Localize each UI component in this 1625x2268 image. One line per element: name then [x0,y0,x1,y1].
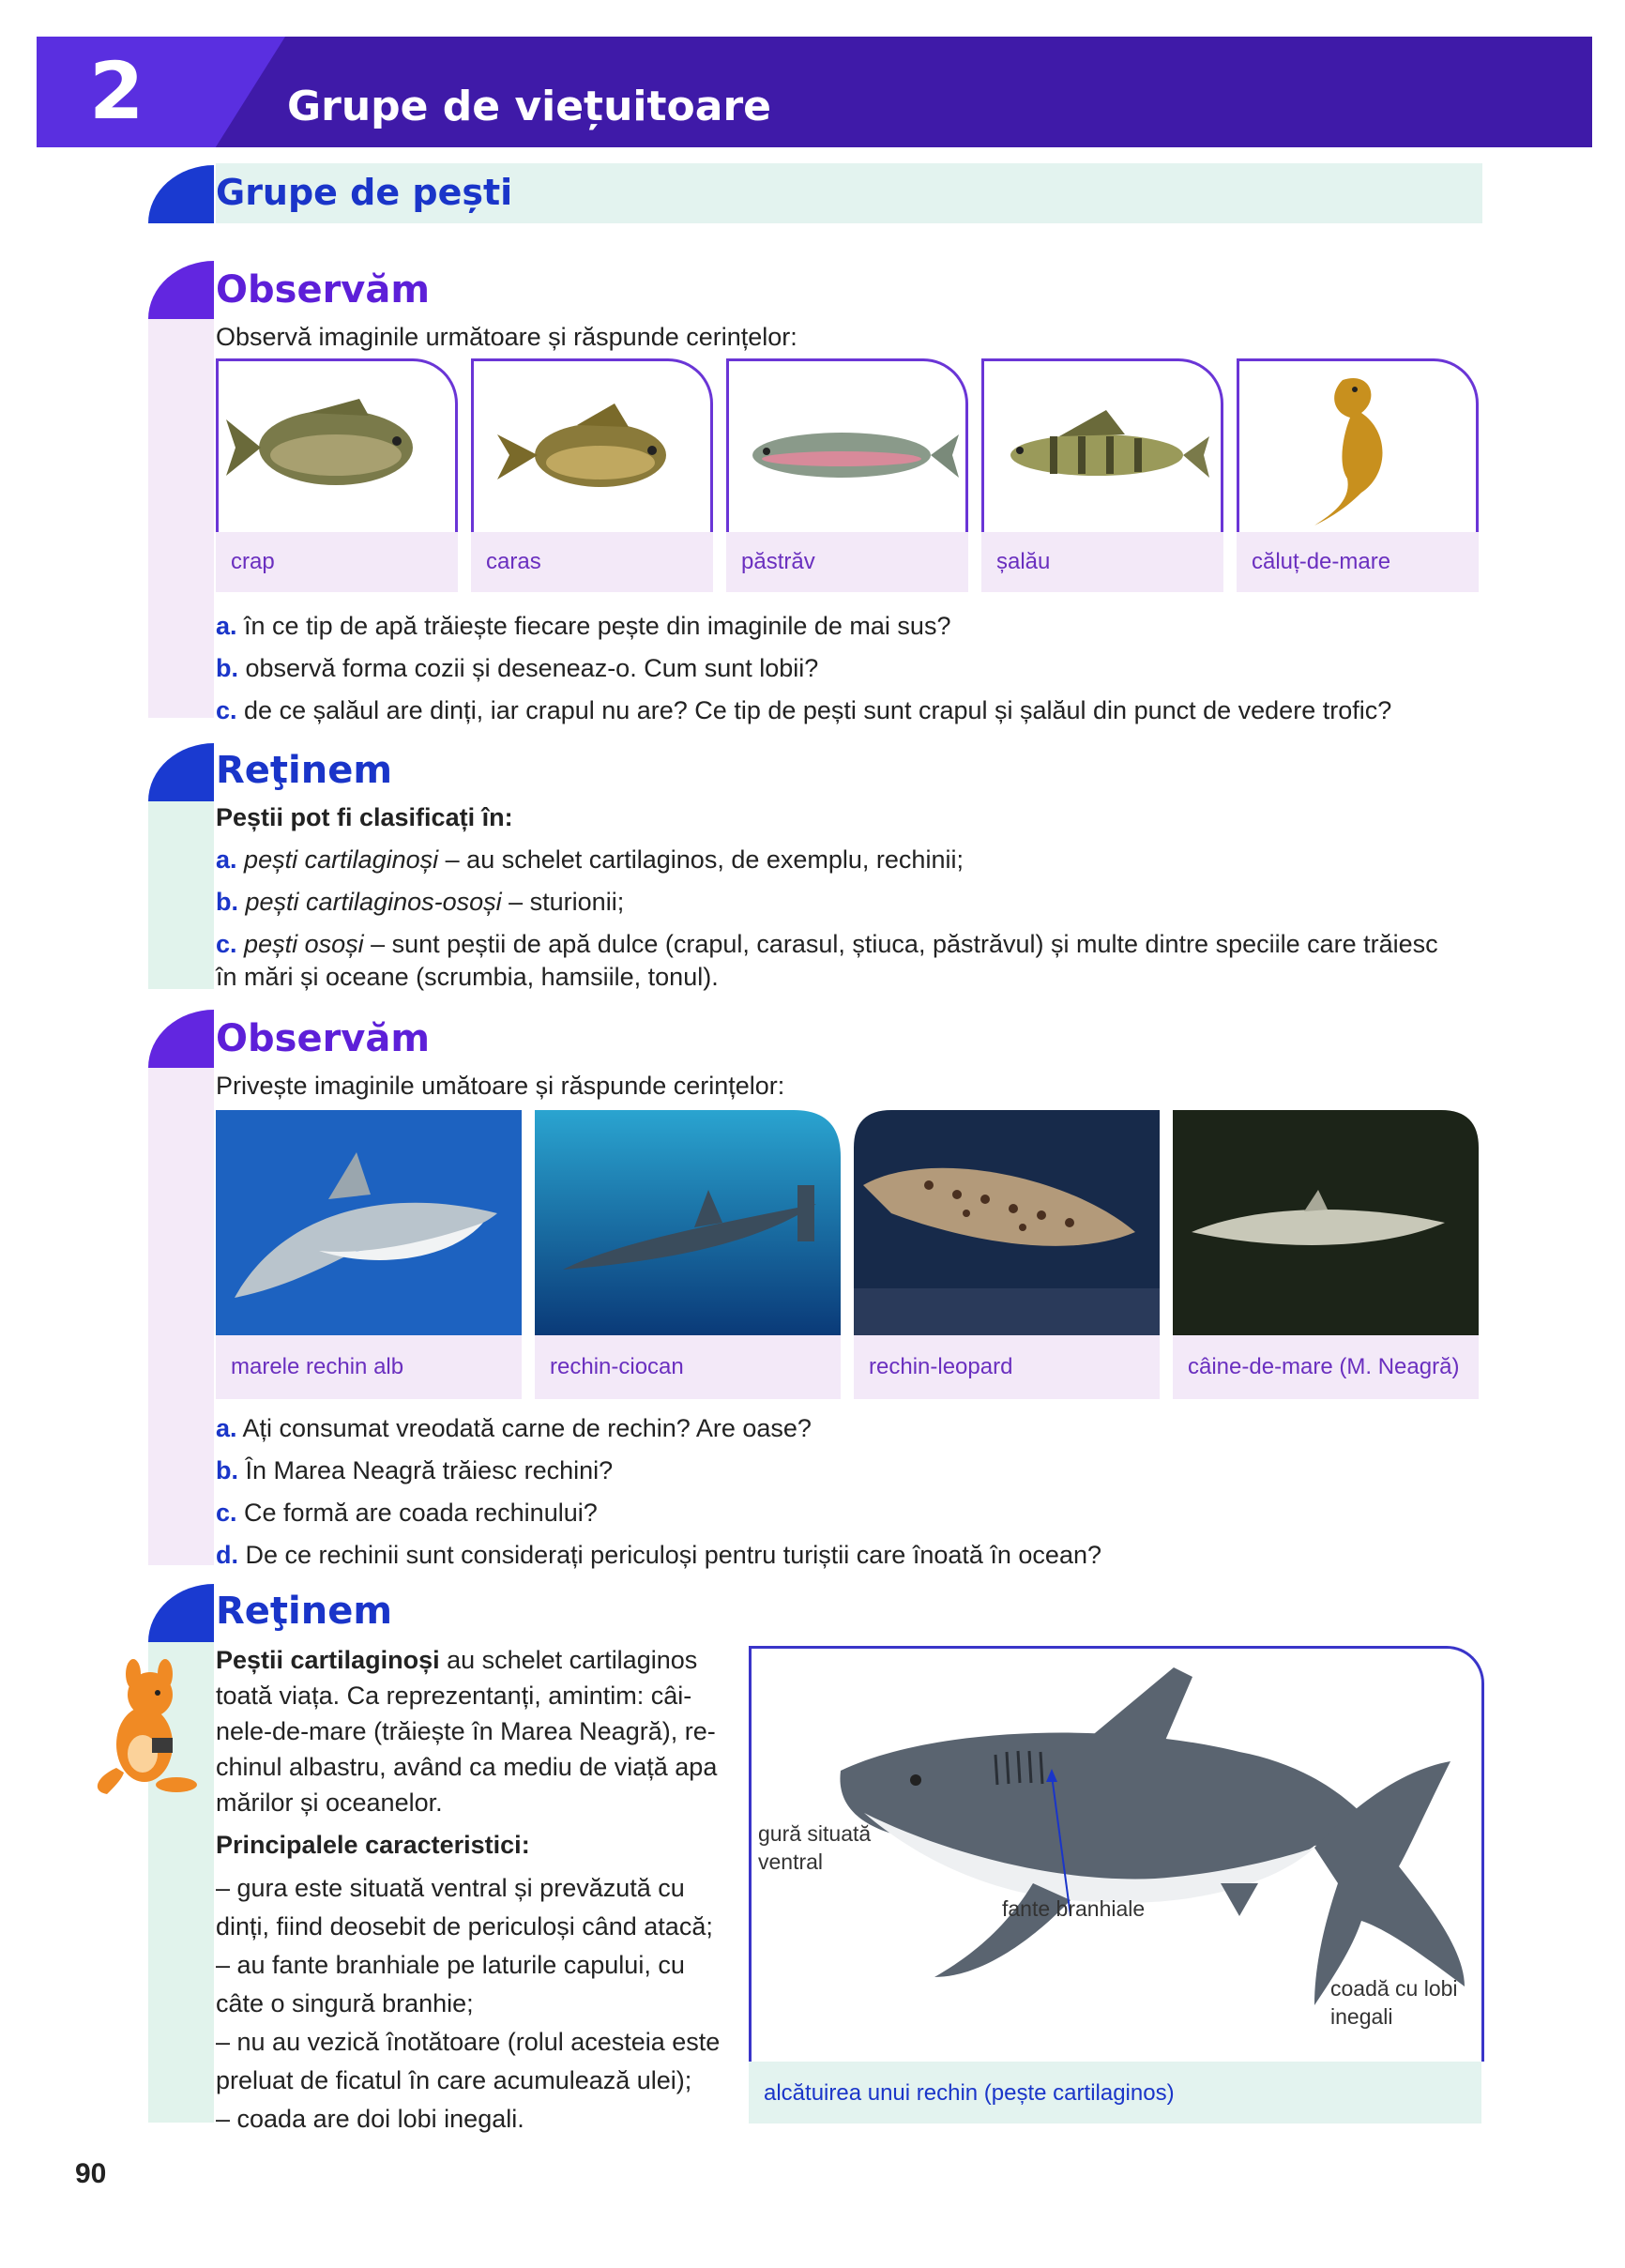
label-line: inegali [1330,2004,1393,2029]
item-label: b. [216,888,238,916]
fish-name: păstrăv [741,549,815,574]
line-text: au schelet cartilaginos [439,1646,698,1674]
classification-c-continued: în mări și oceane (scrumbia, hamsiile, tonul). [216,963,719,991]
retinem-heading: Reţinem [216,749,393,792]
fish-card-pastrav [726,358,968,591]
shark-name: rechin-leopard [869,1354,1013,1379]
question-c [216,690,1391,731]
fish-card-salau [981,358,1223,591]
question-a [216,1408,812,1449]
question-a [216,605,950,647]
diagram-caption: alcătuirea unui rechin (pește cartilaginos) [764,2080,1175,2106]
observam-heading: Observăm [216,1017,431,1060]
fish-caption [216,532,458,592]
characteristic-line: – gura este situată ventral și prevăzută cu [216,1874,685,1902]
fish-caption [1237,532,1479,592]
seahorse-illustration [1239,361,1476,532]
characteristic-line: – au fante branhiale pe laturile capului, cu [216,1951,685,1979]
kangaroo-mascot-icon [86,1655,206,1796]
label-gill-slits: fante branhiale [1002,1896,1146,1921]
question-c [216,1492,598,1533]
shark-card-marele-rechin-alb [216,1110,522,1399]
retinem-corner-decoration [148,1584,214,1642]
trout-illustration [729,361,965,532]
paragraph-line: chinul albastru, având ca mediu de viață apa [216,1753,718,1781]
section-corner-decoration [148,165,214,223]
label-line: coadă cu lobi [1330,1976,1458,2001]
paragraph-line: nele-de-mare (trăiește în Marea Neagră), re- [216,1717,716,1745]
item-text: – sturionii; [501,888,625,916]
label-mouth [758,1819,871,1876]
question-b [216,647,818,689]
fish-image-frame [471,358,713,532]
characteristic-line: dinți, fiind deosebit de periculoși când atacă; [216,1912,713,1941]
observam-corner-decoration [148,1010,214,1068]
item-label: a. [216,845,237,874]
characteristics-list [216,1869,734,2139]
zander-illustration [984,361,1221,532]
question-text: Ați consumat vreodată carne de rechin? Are oase? [236,1414,812,1442]
fish-card-caras [471,358,713,591]
item-text: – sunt peștii de apă dulce (crapul, carasul, știuca, păstrăvul) și multe dintre speciile care trăiesc [363,930,1438,958]
fish-caption [981,532,1223,592]
retinem-lead: Peștii pot fi clasificați în: [216,803,513,831]
question-label: a. [216,1414,237,1442]
item-term: pești osoși [244,930,364,958]
item-term: pești cartilaginoși [244,845,439,874]
chapter-number: 2 [89,45,144,137]
characteristic-line: preluat de ficatul în care acumulează ulei); [216,2066,692,2094]
characteristic-line: – coada are doi lobi inegali. [216,2105,524,2133]
fish-image-frame [726,358,968,532]
great-white-shark-photo [216,1110,522,1335]
fish-image-frame [981,358,1223,532]
label-line: ventral [758,1849,824,1874]
fish-name: caras [486,549,541,574]
item-label: c. [216,930,237,958]
question-text: în ce tip de apă trăiește fiecare pește din imaginile de mai sus? [236,612,951,640]
observam-side-strip [148,1068,214,1565]
carp-illustration [219,361,455,532]
fish-card-crap [216,358,458,591]
observam-side-strip [148,319,214,718]
shark-card-rechin-leopard [854,1110,1160,1399]
shark-card-caine-de-mare [1173,1110,1479,1399]
paragraph-line: mărilor și oceanelor. [216,1789,443,1817]
retinem-corner-decoration [148,743,214,801]
question-text: De ce rechinii sunt considerați periculoși pentru turiștii care înoată în ocean? [238,1541,1101,1569]
page-number: 90 [75,2158,107,2189]
paragraph-line: toată viața. Ca reprezentanți, amintim: câi- [216,1682,692,1710]
question-label: d. [216,1541,238,1569]
observam-intro: Privește imaginile umătoare și răspunde cerințelor: [216,1072,785,1100]
label-tail [1330,1974,1458,2031]
fish-caption [471,532,713,592]
fish-caption [726,532,968,592]
observam-corner-decoration [148,261,214,319]
item-term: pești cartilaginos-osoși [245,888,502,916]
classification-b [216,881,624,922]
retinem-side-strip [148,801,214,989]
chapter-title: Grupe de viețuitoare [287,83,771,130]
characteristic-line: – nu au vezică înotătoare (rolul acesteia este [216,2028,721,2056]
cartilaginous-paragraph [216,1642,732,1820]
leopard-shark-photo [854,1110,1160,1335]
observam-heading: Observăm [216,268,431,312]
shark-name: rechin-ciocan [550,1354,684,1379]
crucian-illustration [474,361,710,532]
term-bold: Peștii cartilaginoși [216,1646,440,1674]
shark-caption [854,1335,1160,1399]
question-d [216,1534,1101,1575]
shark-name: marele rechin alb [231,1354,404,1379]
section-title: Grupe de pești [216,172,513,213]
observam-intro: Observă imaginile următoare și răspunde cerințelor: [216,323,797,351]
shark-caption [216,1335,522,1399]
label-line: gură situată [758,1821,872,1846]
shark-name: câine-de-mare (M. Neagră) [1188,1354,1460,1379]
question-text: În Marea Neagră trăiesc rechini? [238,1456,614,1484]
characteristics-heading: Principalele caracteristici: [216,1831,530,1859]
paragraph-line [216,1642,732,1678]
classification-a [216,839,964,880]
retinem-heading: Reţinem [216,1590,393,1633]
fish-card-calut-de-mare [1237,358,1479,591]
question-label: a. [216,612,237,640]
shark-caption [535,1335,841,1399]
question-label: c. [216,696,237,724]
question-label: c. [216,1499,237,1527]
question-label: b. [216,1456,238,1484]
shark-card-rechin-ciocan [535,1110,841,1399]
fish-name: crap [231,549,275,574]
spiny-dogfish-photo [1173,1110,1479,1335]
fish-name: căluț-de-mare [1252,549,1391,574]
question-label: b. [216,654,238,682]
fish-image-frame [1237,358,1479,532]
question-b [216,1450,613,1491]
item-text: – au schelet cartilaginos, de exemplu, rechinii; [438,845,964,874]
hammerhead-shark-photo [535,1110,841,1335]
question-text: observă forma cozii și deseneaz-o. Cum sunt lobii? [238,654,819,682]
fish-name: șalău [996,549,1051,574]
fish-image-frame [216,358,458,532]
question-text: Ce formă are coada rechinului? [236,1499,598,1527]
shark-caption [1173,1335,1479,1399]
characteristic-line: câte o singură branhie; [216,1989,474,2017]
question-text: de ce șalăul are dinți, iar crapul nu are? Ce tip de pești sunt crapul și șalăul din punct de vedere trofic? [236,696,1392,724]
